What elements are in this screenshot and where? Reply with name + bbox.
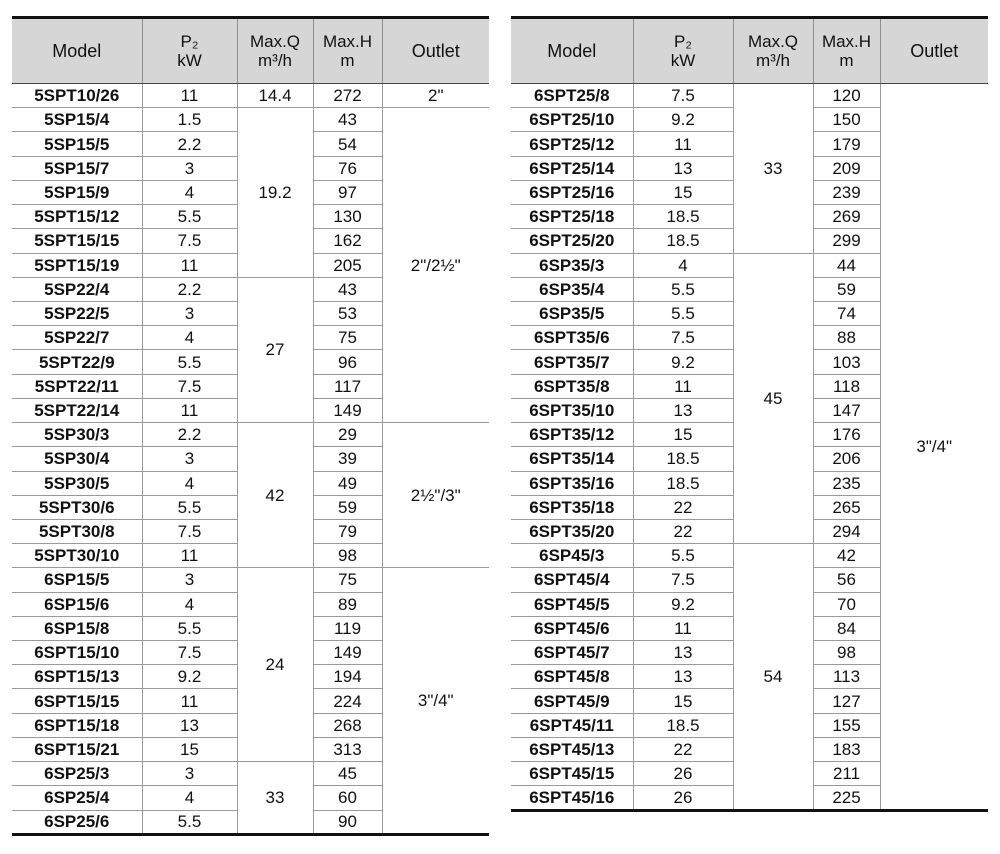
model-cell: 6SPT35/12: [511, 423, 633, 447]
model-cell: 5SPT22/14: [12, 398, 142, 422]
max-head-cell: 42: [813, 544, 880, 568]
power-cell: 7.5: [142, 519, 237, 543]
model-cell: 5SP15/7: [12, 156, 142, 180]
max-head-cell: 43: [313, 277, 382, 301]
power-cell: 3: [142, 301, 237, 325]
table-body: [12, 84, 489, 835]
model-cell: 6SPT45/5: [511, 592, 633, 616]
header-flow-label: Max.Q: [747, 32, 799, 51]
power-cell: 5.5: [633, 277, 733, 301]
power-cell: 2.2: [142, 423, 237, 447]
model-cell: 6SPT35/7: [511, 350, 633, 374]
model-cell: 5SP30/5: [12, 471, 142, 495]
power-cell: 5.5: [142, 810, 237, 834]
power-cell: 9.2: [633, 350, 733, 374]
table-row: [12, 84, 489, 108]
power-cell: 2.2: [142, 132, 237, 156]
max-head-cell: 96: [313, 350, 382, 374]
max-head-cell: 206: [813, 447, 880, 471]
power-cell: 4: [142, 592, 237, 616]
table-row: [12, 568, 489, 592]
header-head-unit: m: [340, 51, 355, 70]
power-cell: 5.5: [142, 205, 237, 229]
power-cell: 5.5: [142, 495, 237, 519]
max-head-cell: 155: [813, 713, 880, 737]
power-cell: 9.2: [633, 592, 733, 616]
max-head-cell: 224: [313, 689, 382, 713]
max-head-cell: 103: [813, 350, 880, 374]
max-flow-cell: 27: [237, 277, 313, 422]
table-row: [511, 84, 988, 108]
max-flow-cell: 42: [237, 423, 313, 568]
model-cell: 6SPT45/11: [511, 713, 633, 737]
model-cell: 6SPT35/8: [511, 374, 633, 398]
model-cell: 6SPT45/8: [511, 665, 633, 689]
power-cell: 3: [142, 762, 237, 786]
max-head-cell: 127: [813, 689, 880, 713]
power-cell: 13: [633, 398, 733, 422]
max-head-cell: 113: [813, 665, 880, 689]
max-head-cell: 183: [813, 737, 880, 761]
power-cell: 13: [633, 665, 733, 689]
model-cell: 5SP30/4: [12, 447, 142, 471]
spec-table-right: [511, 16, 988, 812]
max-head-cell: 294: [813, 519, 880, 543]
header-power-unit: kW: [670, 51, 696, 70]
max-head-cell: 194: [313, 665, 382, 689]
model-cell: 5SPT15/12: [12, 205, 142, 229]
power-cell: 18.5: [633, 471, 733, 495]
model-cell: 5SPT10/26: [12, 84, 142, 108]
model-cell: 6SP25/3: [12, 762, 142, 786]
max-head-cell: 53: [313, 301, 382, 325]
power-cell: 26: [633, 762, 733, 786]
max-head-cell: 76: [313, 156, 382, 180]
power-cell: 7.5: [142, 374, 237, 398]
model-cell: 6SPT45/4: [511, 568, 633, 592]
power-cell: 11: [142, 253, 237, 277]
outlet-cell: 2"/2½": [382, 108, 489, 423]
header-flow-label: Max.Q: [249, 32, 301, 51]
model-cell: 5SP15/4: [12, 108, 142, 132]
max-head-cell: 44: [813, 253, 880, 277]
max-head-cell: 49: [313, 471, 382, 495]
model-cell: 5SPT15/15: [12, 229, 142, 253]
max-head-cell: 209: [813, 156, 880, 180]
model-cell: 5SPT22/11: [12, 374, 142, 398]
model-cell: 6SPT25/16: [511, 180, 633, 204]
power-cell: 22: [633, 737, 733, 761]
model-cell: 6SPT35/20: [511, 519, 633, 543]
model-cell: 5SP22/5: [12, 301, 142, 325]
model-cell: 6SPT25/18: [511, 205, 633, 229]
power-cell: 11: [142, 398, 237, 422]
model-cell: 6SPT25/14: [511, 156, 633, 180]
model-cell: 6SP35/4: [511, 277, 633, 301]
model-cell: 6SPT25/8: [511, 84, 633, 108]
model-cell: 5SP22/4: [12, 277, 142, 301]
max-flow-cell: 33: [733, 84, 813, 254]
model-cell: 5SPT30/6: [12, 495, 142, 519]
header-power-label: P₂: [674, 32, 692, 51]
model-cell: 6SPT45/15: [511, 762, 633, 786]
model-cell: 5SPT30/10: [12, 544, 142, 568]
max-head-cell: 149: [313, 641, 382, 665]
max-head-cell: 75: [313, 326, 382, 350]
max-head-cell: 75: [313, 568, 382, 592]
power-cell: 9.2: [633, 108, 733, 132]
power-cell: 1.5: [142, 108, 237, 132]
header-power: [633, 18, 733, 84]
header-power: [142, 18, 237, 84]
model-cell: 6SPT35/14: [511, 447, 633, 471]
model-cell: 6SPT15/21: [12, 737, 142, 761]
model-cell: 6SP15/6: [12, 592, 142, 616]
max-head-cell: 265: [813, 495, 880, 519]
max-flow-cell: 45: [733, 253, 813, 544]
power-cell: 15: [633, 689, 733, 713]
power-cell: 11: [142, 689, 237, 713]
max-head-cell: 74: [813, 301, 880, 325]
power-cell: 11: [633, 374, 733, 398]
power-cell: 18.5: [633, 229, 733, 253]
power-cell: 15: [633, 180, 733, 204]
max-head-cell: 313: [313, 737, 382, 761]
outlet-cell: 2½"/3": [382, 423, 489, 568]
power-cell: 11: [142, 84, 237, 108]
power-cell: 13: [142, 713, 237, 737]
power-cell: 15: [142, 737, 237, 761]
max-head-cell: 269: [813, 205, 880, 229]
max-head-cell: 120: [813, 84, 880, 108]
power-cell: 7.5: [633, 84, 733, 108]
header-head: [813, 18, 880, 84]
model-cell: 6SPT45/6: [511, 616, 633, 640]
header-head: [313, 18, 382, 84]
power-cell: 26: [633, 786, 733, 810]
model-cell: 6SPT25/10: [511, 108, 633, 132]
max-flow-cell: 33: [237, 762, 313, 835]
max-head-cell: 117: [313, 374, 382, 398]
header-head-label: Max.H: [821, 32, 872, 51]
model-cell: 6SPT25/20: [511, 229, 633, 253]
max-head-cell: 90: [313, 810, 382, 834]
power-cell: 18.5: [633, 205, 733, 229]
power-cell: 5.5: [142, 350, 237, 374]
model-cell: 5SPT30/8: [12, 519, 142, 543]
power-cell: 4: [142, 180, 237, 204]
model-cell: 6SPT25/12: [511, 132, 633, 156]
power-cell: 15: [633, 423, 733, 447]
max-head-cell: 150: [813, 108, 880, 132]
max-head-cell: 29: [313, 423, 382, 447]
max-head-cell: 299: [813, 229, 880, 253]
max-head-cell: 45: [313, 762, 382, 786]
power-cell: 11: [142, 544, 237, 568]
max-head-cell: 84: [813, 616, 880, 640]
model-cell: 6SP25/6: [12, 810, 142, 834]
max-flow-cell: 24: [237, 568, 313, 762]
spec-table-left: [12, 16, 489, 836]
power-cell: 3: [142, 447, 237, 471]
header-outlet: Outlet: [382, 18, 489, 84]
header-head-label: Max.H: [322, 32, 373, 51]
max-head-cell: 205: [313, 253, 382, 277]
model-cell: 5SP22/7: [12, 326, 142, 350]
power-cell: 4: [142, 471, 237, 495]
power-cell: 3: [142, 156, 237, 180]
power-cell: 5.5: [633, 544, 733, 568]
model-cell: 6SPT35/18: [511, 495, 633, 519]
header-head-unit: m: [839, 51, 854, 70]
header-flow: [733, 18, 813, 84]
header-row: [12, 18, 489, 84]
max-head-cell: 176: [813, 423, 880, 447]
table-row: [12, 108, 489, 132]
power-cell: 4: [633, 253, 733, 277]
model-cell: 6SPT15/13: [12, 665, 142, 689]
model-cell: 5SP15/5: [12, 132, 142, 156]
power-cell: 5.5: [633, 301, 733, 325]
model-cell: 6SPT45/7: [511, 641, 633, 665]
model-cell: 5SP30/3: [12, 423, 142, 447]
power-cell: 7.5: [142, 641, 237, 665]
max-head-cell: 149: [313, 398, 382, 422]
table-body: [511, 84, 988, 811]
max-head-cell: 97: [313, 180, 382, 204]
power-cell: 22: [633, 519, 733, 543]
power-cell: 4: [142, 786, 237, 810]
max-flow-cell: 14.4: [237, 84, 313, 108]
power-cell: 18.5: [633, 447, 733, 471]
model-cell: 5SP15/9: [12, 180, 142, 204]
max-head-cell: 147: [813, 398, 880, 422]
header-model: Model: [511, 18, 633, 84]
max-flow-cell: 19.2: [237, 108, 313, 278]
max-head-cell: 268: [313, 713, 382, 737]
model-cell: 6SP45/3: [511, 544, 633, 568]
model-cell: 6SP35/3: [511, 253, 633, 277]
max-head-cell: 225: [813, 786, 880, 810]
max-head-cell: 162: [313, 229, 382, 253]
max-head-cell: 56: [813, 568, 880, 592]
power-cell: 11: [633, 132, 733, 156]
model-cell: 6SP15/8: [12, 616, 142, 640]
max-head-cell: 39: [313, 447, 382, 471]
model-cell: 6SPT45/16: [511, 786, 633, 810]
model-cell: 6SP15/5: [12, 568, 142, 592]
max-head-cell: 89: [313, 592, 382, 616]
model-cell: 6SPT15/15: [12, 689, 142, 713]
max-head-cell: 98: [313, 544, 382, 568]
power-cell: 22: [633, 495, 733, 519]
model-cell: 6SP25/4: [12, 786, 142, 810]
max-head-cell: 272: [313, 84, 382, 108]
model-cell: 5SPT15/19: [12, 253, 142, 277]
max-head-cell: 54: [313, 132, 382, 156]
max-head-cell: 118: [813, 374, 880, 398]
max-head-cell: 98: [813, 641, 880, 665]
max-head-cell: 239: [813, 180, 880, 204]
model-cell: 5SPT22/9: [12, 350, 142, 374]
outlet-cell: 3"/4": [382, 568, 489, 834]
max-flow-cell: 54: [733, 544, 813, 810]
max-head-cell: 59: [813, 277, 880, 301]
header-flow: [237, 18, 313, 84]
power-cell: 7.5: [633, 568, 733, 592]
power-cell: 3: [142, 568, 237, 592]
outlet-cell: 2": [382, 84, 489, 108]
table-row: [12, 423, 489, 447]
max-head-cell: 235: [813, 471, 880, 495]
header-flow-unit: m³/h: [756, 51, 790, 70]
model-cell: 6SPT15/10: [12, 641, 142, 665]
power-cell: 13: [633, 641, 733, 665]
header-model: Model: [12, 18, 142, 84]
max-head-cell: 179: [813, 132, 880, 156]
max-head-cell: 88: [813, 326, 880, 350]
max-head-cell: 59: [313, 495, 382, 519]
power-cell: 7.5: [142, 229, 237, 253]
power-cell: 11: [633, 616, 733, 640]
max-head-cell: 211: [813, 762, 880, 786]
model-cell: 6SPT45/13: [511, 737, 633, 761]
max-head-cell: 119: [313, 616, 382, 640]
power-cell: 18.5: [633, 713, 733, 737]
model-cell: 6SPT35/16: [511, 471, 633, 495]
header-outlet: Outlet: [880, 18, 988, 84]
model-cell: 6SPT45/9: [511, 689, 633, 713]
max-head-cell: 79: [313, 519, 382, 543]
max-head-cell: 70: [813, 592, 880, 616]
header-power-unit: kW: [177, 51, 202, 70]
model-cell: 6SPT15/18: [12, 713, 142, 737]
power-cell: 5.5: [142, 616, 237, 640]
power-cell: 2.2: [142, 277, 237, 301]
power-cell: 9.2: [142, 665, 237, 689]
power-cell: 4: [142, 326, 237, 350]
header-row: [511, 18, 988, 84]
max-head-cell: 130: [313, 205, 382, 229]
max-head-cell: 60: [313, 786, 382, 810]
outlet-cell: 3"/4": [880, 84, 988, 811]
model-cell: 6SPT35/6: [511, 326, 633, 350]
header-power-label: P₂: [180, 32, 199, 51]
model-cell: 6SP35/5: [511, 301, 633, 325]
max-head-cell: 43: [313, 108, 382, 132]
header-flow-unit: m³/h: [258, 51, 292, 70]
model-cell: 6SPT35/10: [511, 398, 633, 422]
power-cell: 7.5: [633, 326, 733, 350]
power-cell: 13: [633, 156, 733, 180]
